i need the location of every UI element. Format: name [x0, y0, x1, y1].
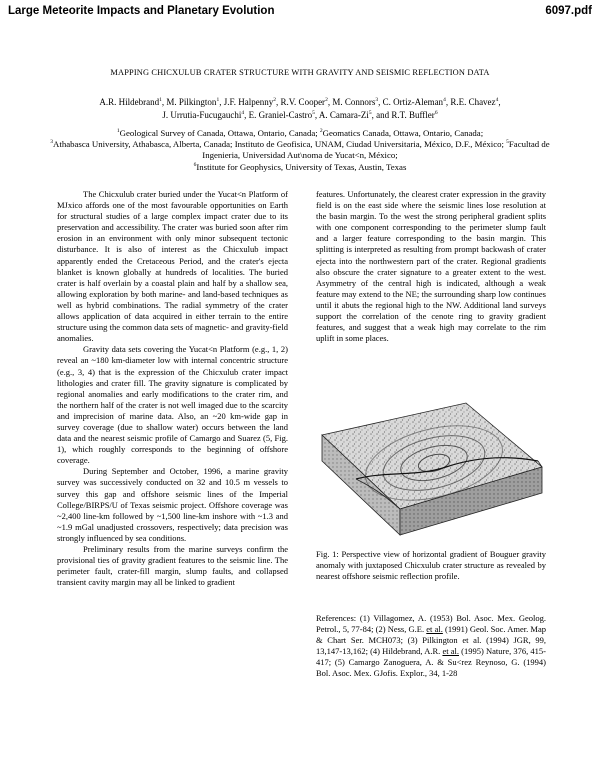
affiliation: $^6$Institute for Geophysics, University of Texas, Austin, Texas [193, 161, 407, 172]
header-left: Large Meteorite Impacts and Planetary Evolution [8, 5, 275, 17]
author: J. Urrutia-Fucugauchi$^4$, [162, 109, 249, 120]
author-list [40, 96, 560, 121]
figure-caption: Fig. 1: Perspective view of horizontal gradient of Bouguer gravity anomaly with juxtaposed Chicxulub crater structure as revealed by nearest offshore seismic reflection profile. [316, 549, 546, 582]
body-paragraph: Preliminary results from the marine surveys confirm the provisional ties of gravity gradient features to the seismic line. The perimeter fault, crater-fill margin, slump faults, and collapsed transient cavity margin may all be linked to gradient [57, 544, 288, 588]
right-column [316, 189, 546, 344]
affiliation: $^5$Facultad de Ingenieria, Universidad Aut\noma de Yucat<n, México; [202, 139, 550, 161]
affiliation: $^2$Geomatics Canada, Ottawa, Ontario, Canada; [319, 128, 484, 138]
author: J.F. Halpenny$^2$, [223, 97, 281, 107]
author: A. Camara-Zi$^5$, and [318, 109, 392, 120]
body-paragraph: During September and October, 1996, a marine gravity survey was successively conducted on 32 and 10.5 m vessels to survey this gap and offshore seismic lines of the Imperial College/BIRPS/U of Texas seismic project. Offshore coverage was ~2,400 line-km followed by ~1,500 line-km inshore with ~1.3 and ~1.9 mGal unadjusted crossovers, respectively; data precision was strongly influenced by sea conditions. [57, 466, 288, 543]
figure-perspective-gravity-block [316, 397, 546, 539]
affiliation-list [40, 128, 560, 173]
body-paragraph: Gravity data sets covering the Yucat<n Platform (e.g., 1, 2) reveal an ~180 km-diameter low with internal concentric structure (e.g., 3, 4) that is the expression of the Chicxulub crater impact lithologies and crater fill. The gravity signature is complicated by regional anomalies and early modifications to the crater rim, and the northern half of the crater is not well imaged due to the scarcity and imprecision of marine data. Also, an ~20 km-wide gap in survey coverage (due to shallow water) occurs between the land data and the nearest seismic profile of Camargo and Suarez (5, Fig. 1), which roughly corresponds to the beginning of offshore coverage. [57, 344, 288, 466]
affiliation: $^3$Athabasca University, Athabasca, Alberta, Canada; Instituto de Geofisica, UNAM, Ciudad Universitaria, México, D.F., México; [50, 139, 507, 150]
left-column [57, 189, 288, 588]
body-paragraph: The Chicxulub crater buried under the Yucat<n Platform of MJxico affords one of the most favourable opportunities on Earth for structural studies of a large complex impact crater due to its preservation and accessibility. The crater was buried soon after rim erosion in an environment with only minor subsequent tectonic disturbance. It is also of interest as the Chicxulub impact apparently ended the Cretaceous Period, and the crater's ejecta blanket is known globally at hundreds of localities. The buried crater is half overlain by a coastal plain and half by a shallow sea, allowing exploration by both marine- and land-based techniques as well as hybrid combinations. The radial symmetry of the crater allows application of data acquired in either terrain to the entire structure using the common data sets of magnetic- and gravity-field anomalies. [57, 189, 288, 344]
paper-title: MAPPING CHICXULUB CRATER STRUCTURE WITH GRAVITY AND SEISMIC REFLECTION DATA [110, 68, 490, 77]
author: R.V. Cooper$^2$, [280, 97, 333, 107]
author: R.T. Buffler$^6$ [391, 109, 438, 120]
body-paragraph: features. Unfortunately, the clearest crater expression in the gravity field is on the east side where the seismic lines lose resolution at the basin margin. To the west the strong peripheral gradient splits with one component corresponding to the perimeter slump fault and a larger feature corresponding to the basin margin. This splitting is interpreted as resulting from prompt backwash of crater ejecta into the northwestern part of the crater. Regional gradients also obscure the crater signature to a greater extent to the west. Asymmetry of the central high is indicated, although a weak feature may extend to the NE; the surrounding sharp low continues until it abuts the regional high to the NW. Additional land surveys support the correlation of the cenote ring to gravity gradient features, and suggest that a weak high may correlate to the rim uplift in some places. [316, 189, 546, 344]
references: References: (1) Villagomez, A. (1953) Bol. Asoc. Mex. Geolog. Petrol., 5, 77-84; (2) Ness, G.E. et al. (1991) Geol. Soc. Amer. Map & Chart Ser. MCH073; (3) Pilkington et al. (1994) JGR, 99, 13,147-13,162; (4) Hildebrand, A.R. et al. (1995) Nature, 376, 415-417; (5) Camargo Zanoguera, A. & Su<rez Reynoso, G. (1994) Bol. Asoc. Mex. GJofis. Explor., 34, 1-28 [316, 613, 546, 679]
author: A.R. Hildebrand$^1$, [99, 97, 167, 107]
author: M. Connors$^3$, [332, 97, 383, 107]
gravity-gradient-block-diagram [316, 397, 546, 539]
author: E. Graniel-Castro$^5$, [248, 109, 319, 120]
author: C. Ortiz-Aleman$^4$, [382, 97, 451, 107]
affiliation: $^1$Geological Survey of Canada, Ottawa, Ontario, Canada; [116, 128, 320, 138]
author: M. Pilkington$^1$, [166, 97, 224, 107]
header-right: 6097.pdf [545, 5, 592, 17]
author: R.E. Chavez$^4$, [450, 97, 501, 107]
